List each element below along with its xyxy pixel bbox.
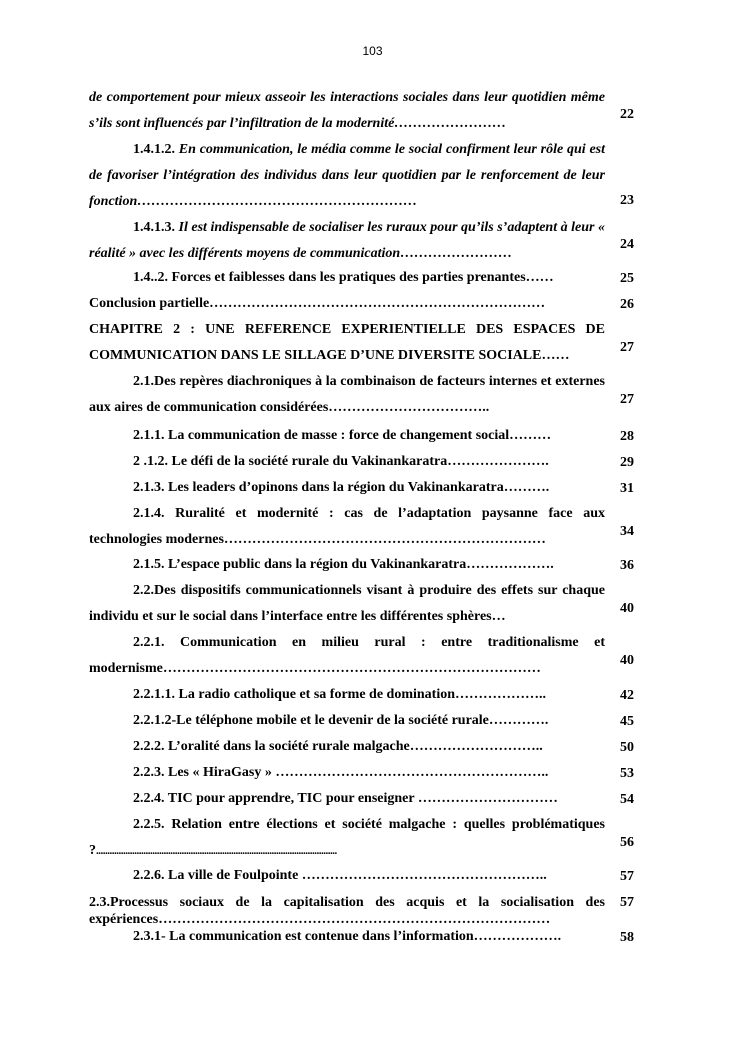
toc-entry-text: 2.2.1. Communication en milieu rural : entre traditionalisme et modernisme……………………………………………………………………… — [89, 635, 605, 676]
toc-entry — [89, 760, 605, 786]
toc-page-number: 22 — [620, 107, 634, 122]
toc-entry — [89, 265, 605, 291]
toc-entry-number: 1.4.1.2. — [133, 142, 175, 157]
toc-entry — [89, 630, 605, 682]
toc-page-number: 40 — [620, 653, 634, 668]
toc-entry-text: 1.4..2. Forces et faiblesses dans les pratiques des parties prenantes…… — [133, 270, 554, 285]
page-number: 103 — [362, 44, 383, 58]
toc-entry-text: 2.2.Des dispositifs communicationnels visant à produire des effets sur chaque individu et sur le social dans l’interface entre les différentes sphères… — [89, 583, 605, 624]
toc-page-number: 50 — [620, 740, 634, 755]
toc-entry — [89, 291, 605, 317]
toc-entry — [89, 475, 605, 501]
toc-page-number: 53 — [620, 766, 634, 781]
toc-entry-text: 2.3.1- La communication est contenue dans l’information………………. — [133, 929, 562, 944]
toc-entry-text: de comportement pour mieux asseoir les interactions sociales dans leur quotidien même s’ils sont influencés par l’infiltration de la modernité…………………… — [89, 90, 605, 131]
toc-entry-text: 2.2.5. Relation entre élections et société malgache : quelles problématiques ? — [89, 817, 605, 858]
toc-entry — [89, 423, 605, 449]
toc-page-number: 27 — [620, 392, 634, 407]
toc-page-number: 28 — [620, 429, 634, 444]
toc-entry — [89, 734, 605, 760]
toc-entry — [89, 501, 605, 553]
toc-page-number: 31 — [620, 481, 634, 496]
toc-entry-text: En communication, le média comme le social confirment leur rôle qui est de favoriser l’intégration des individus dans leur quotidien par le renforcement de leur fonction…………………………………………………… — [89, 142, 606, 209]
toc-page-number: 40 — [620, 601, 634, 616]
toc-page-number: 57 — [620, 895, 634, 910]
toc-entry-text: 2.1.4. Ruralité et modernité : cas de l’adaptation paysanne face aux technologies modernes…………………………………………………………… — [89, 506, 605, 547]
toc-page-number: 23 — [620, 193, 634, 208]
toc-entry-text: 2.2.3. Les « HiraGasy » ………………………………………………….. — [133, 765, 549, 780]
toc-entry-text: 2.2.2. L’oralité dans la société rurale malgache……………………….. — [133, 739, 543, 754]
toc-page-number: 29 — [620, 455, 634, 470]
toc-entry-text: 2.2.1.2-Le téléphone mobile et le devenir de la société rurale…………. — [133, 713, 549, 728]
toc-page-number: 27 — [620, 340, 634, 355]
toc-entry — [89, 682, 605, 708]
toc-entry — [89, 215, 605, 267]
toc-entry-text: 2.1.5. L’espace public dans la région du Vakinankaratra………………. — [133, 557, 554, 572]
toc-entry-text: 2 .1.2. Le défi de la société rurale du Vakinankaratra…………………. — [133, 454, 549, 469]
toc-page-number: 56 — [620, 835, 634, 850]
toc-page-number: 58 — [620, 930, 634, 945]
toc-entry — [89, 812, 605, 864]
toc-entry — [89, 863, 605, 889]
toc-entry-text: 2.2.6. La ville de Foulpointe …………………………………………….. — [133, 868, 547, 883]
toc-entry-text: CHAPITRE 2 : UNE REFERENCE EXPERIENTIELLE DES ESPACES DE COMMUNICATION DANS LE SILLAGE D’UNE DIVERSITE SOCIALE…… — [89, 322, 605, 363]
toc-entry — [89, 552, 605, 578]
toc-entry — [89, 578, 605, 630]
toc-page-number: 26 — [620, 297, 634, 312]
toc-entry-leader-dots: ........................................................................................................... — [96, 845, 337, 857]
toc-entry-number: 1.4.1.3. — [133, 220, 175, 235]
toc-page-number: 24 — [620, 237, 634, 252]
toc-entry-text: 2.2.4. TIC pour apprendre, TIC pour enseigner ………………………… — [133, 791, 558, 806]
toc-entry-text: Il est indispensable de socialiser les ruraux pour qu’ils s’adaptent à leur « réalité » avec les différents moyens de communication…………………… — [89, 220, 606, 261]
toc-page-number: 42 — [620, 688, 634, 703]
toc-entry — [89, 894, 605, 928]
toc-entry — [89, 85, 605, 137]
toc-entry — [89, 449, 605, 475]
toc-entry-text: 2.1.1. La communication de masse : force de changement social……… — [133, 428, 552, 443]
toc-entry-text: 2.1.3. Les leaders d’opinons dans la région du Vakinankaratra………. — [133, 480, 550, 495]
toc-page-number: 57 — [620, 869, 634, 884]
toc-entry — [89, 924, 605, 950]
toc-entry-text: 2.3.Processus sociaux de la capitalisation des acquis et la socialisation des expériences………………………………………………………………………… — [89, 895, 605, 927]
toc-entry-text: Conclusion partielle……………………………………………………………… — [89, 296, 546, 311]
toc-page-number: 45 — [620, 714, 634, 729]
toc-entry-text: 2.1.Des repères diachroniques à la combinaison de facteurs internes et externes aux aires de communication considérées…………………………….. — [89, 374, 605, 415]
toc-entry — [89, 317, 605, 369]
toc-page-number: 25 — [620, 271, 634, 286]
toc-page-number: 54 — [620, 792, 634, 807]
toc-page-number: 36 — [620, 558, 634, 573]
toc-entry — [89, 708, 605, 734]
toc-entry — [89, 369, 605, 421]
toc-entry — [89, 137, 605, 215]
toc-entry — [89, 786, 605, 812]
toc-page-number: 34 — [620, 524, 634, 539]
toc-entry-text: 2.2.1.1. La radio catholique et sa forme de domination……………….. — [133, 687, 546, 702]
